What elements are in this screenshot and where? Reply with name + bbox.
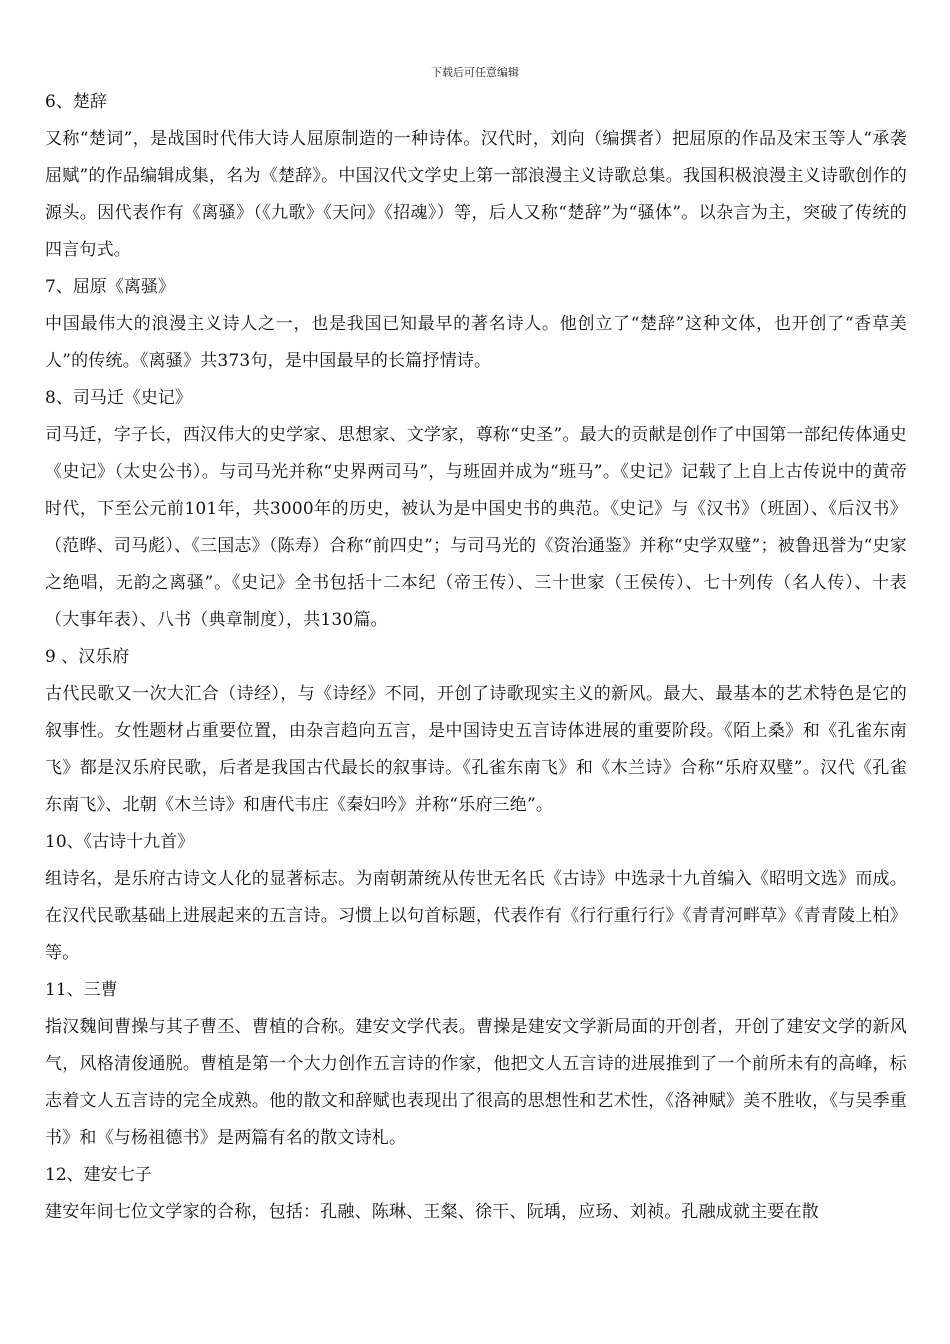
section-body-6: 又称“楚词”，是战国时代伟大诗人屈原制造的一种诗体。汉代时，刘向（编撰者）把屈原的作品及宋玉等人“承袭屈赋”的作品编辑成集，名为《楚辞》。中国汉代文学史上第一部浪漫主义诗歌总集。我国积极浪漫主义诗歌创作的源头。因代表作有《离骚》（《九歌》《天问》《招魂》）等，后人又称“楚辞”为“骚体”。以杂言为主，突破了传统的四言句式。 (45, 129, 907, 260)
document-body (45, 84, 907, 1231)
section-title-10: 10、《古诗十九首》 (45, 832, 195, 852)
section-title-7: 7、屈原《离骚》 (45, 277, 175, 297)
section-body-8: 司马迁，字子长，西汉伟大的史学家、思想家、文学家，尊称“史圣”。最大的贡献是创作了中国第一部纪传体通史《史记》（太史公书）。与司马光并称“史界两司马”，与班固并成为“班马”。《史记》记载了上自上古传说中的黄帝时代，下至公元前101年，共3000年的历史，被认为是中国史书的典范。《史记》与《汉书》（班固）、《后汉书》（范晔、司马彪）、《三国志》（陈寿）合称“前四史”；与司马光的《资治通鉴》并称“史学双璧”；被鲁迅誉为“史家之绝唱，无韵之离骚”。《史记》全书包括十二本纪（帝王传）、三十世家（王侯传）、七十列传（名人传）、十表（大事年表）、八书（典章制度），共130篇。 (45, 425, 907, 630)
section-body-7: 中国最伟大的浪漫主义诗人之一，也是我国已知最早的著名诗人。他创立了“楚辞”这种文体，也开创了“香草美人”的传统。《离骚》共373句，是中国最早的长篇抒情诗。 (45, 314, 907, 371)
section-title-11: 11、三曹 (45, 980, 118, 1000)
section-title-9: 9 、汉乐府 (45, 647, 130, 667)
section-title-8: 8、司马迁《史记》 (45, 388, 192, 408)
page-header: 下载后可任意编辑 (431, 66, 519, 79)
section-title-6: 6、楚辞 (45, 92, 107, 112)
section-body-11: 指汉魏间曹操与其子曹丕、曹植的合称。建安文学代表。曹操是建安文学新局面的开创者，开创了建安文学的新风气，风格清俊通脱。曹植是第一个大力创作五言诗的作家，他把文人五言诗的进展推到了一个前所未有的高峰，标志着文人五言诗的完全成熟。他的散文和辞赋也表现出了很高的思想性和艺术性，《洛神赋》美不胜收，《与吴季重书》和《与杨祖德书》是两篇有名的散文诗札。 (45, 1017, 907, 1148)
section-title-12: 12、建安七子 (45, 1165, 152, 1185)
section-body-12: 建安年间七位文学家的合称，包括：孔融、陈琳、王粲、徐干、阮瑀，应玚、刘祯。孔融成就主要在散 (45, 1202, 819, 1222)
section-body-10: 组诗名，是乐府古诗文人化的显著标志。为南朝萧统从传世无名氏《古诗》中选录十九首编入《昭明文选》而成。在汉代民歌基础上进展起来的五言诗。习惯上以句首标题，代表作有《行行重行行》《青青河畔草》《青青陵上柏》等。 (45, 869, 907, 963)
section-body-9: 古代民歌又一次大汇合（诗经），与《诗经》不同，开创了诗歌现实主义的新风。最大、最基本的艺术特色是它的叙事性。女性题材占重要位置，由杂言趋向五言，是中国诗史五言诗体进展的重要阶段。《陌上桑》和《孔雀东南飞》都是汉乐府民歌，后者是我国古代最长的叙事诗。《孔雀东南飞》和《木兰诗》合称“乐府双璧”。汉代《孔雀东南飞》、北朝《木兰诗》和唐代韦庄《秦妇吟》并称“乐府三绝”。 (45, 684, 907, 815)
